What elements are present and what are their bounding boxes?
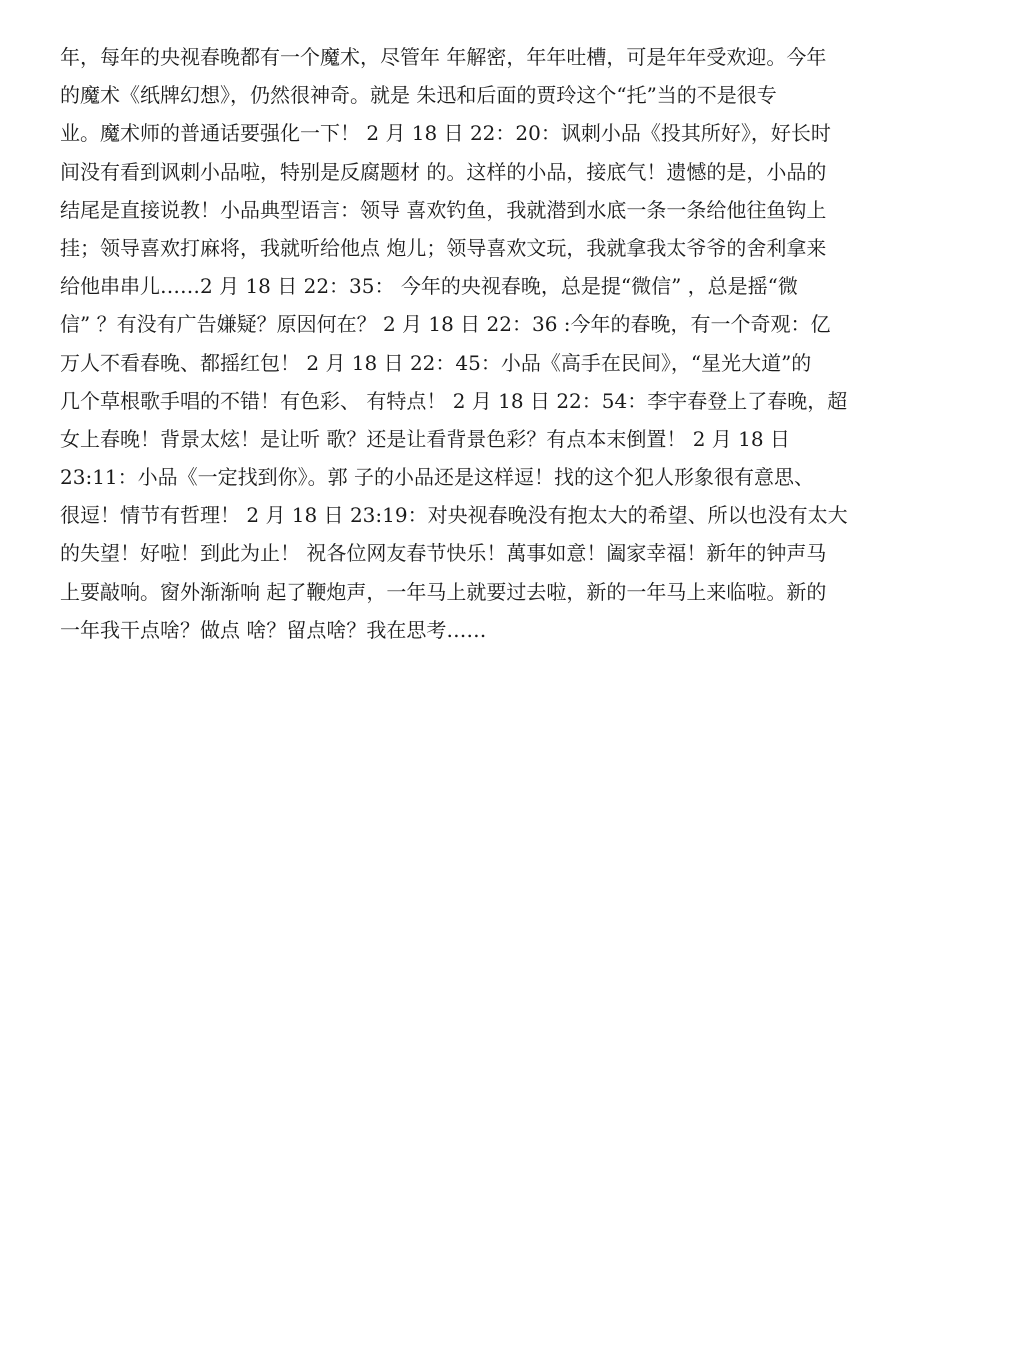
text-line: 几个草根歌手唱的不错！有色彩、 有特点！ 2 月 18 日 22：54：李宇春登上了春晚，超 [60,388,848,413]
text-line: 挂；领导喜欢打麻将，我就听给他点 炮儿；领导喜欢文玩，我就拿我太爷爷的舍利拿来 [60,235,827,260]
text-line: 的魔术《纸牌幻想》，仍然很神奇。就是 朱迅和后面的贾玲这个“托”当的不是很专 [60,83,777,108]
text-line: 上要敲响。窗外渐渐响 起了鞭炮声，一年马上就要过去啦，新的一年马上来临啦。新的 [60,579,827,604]
text-line: 一年我干点啥？做点 啥？留点啥？我在思考…… [60,617,487,642]
text-line: 业。魔术师的普通话要强化一下！ 2 月 18 日 22：20：讽刺小品《投其所好》，好长时 [60,121,831,146]
text-line: 结尾是直接说教！小品典型语言：领导 喜欢钓鱼，我就潜到水底一条一条给他往鱼钩上 [60,197,827,222]
text-line: 很逗！情节有哲理！ 2 月 18 日 23:19：对央视春晚没有抱太大的希望、所以也没有太大 [60,503,848,528]
article-body [60,38,970,649]
text-line: 间没有看到讽刺小品啦，特别是反腐题材 的。这样的小品，接底气！遗憾的是，小品的 [60,159,827,184]
text-line: 的失望！好啦！到此为止！ 祝各位网友春节快乐！萬事如意！阖家幸福！新年的钟声马 [60,541,827,566]
text-line: 信” ？有没有广告嫌疑？原因何在？ 2 月 18 日 22：36 :今年的春晚，有一个奇观：亿 [60,312,831,337]
text-line: 给他串串儿……2 月 18 日 22：35： 今年的央视春晚，总是提“微信” ，总是摇“微 [60,274,798,299]
text-line: 年，每年的央视春晚都有一个魔术，尽管年 年解密，年年吐槽，可是年年受欢迎。今年 [60,45,827,69]
text-line: 万人不看春晚、都摇红包！ 2 月 18 日 22：45：小品《高手在民间》，“星光大道”的 [60,350,812,375]
text-line: 23:11：小品《一定找到你》。郭 子的小品还是这样逗！找的这个犯人形象很有意思、 [60,465,814,490]
text-line: 女上春晚！背景太炫！是让听 歌？还是让看背景色彩？有点本末倒置！ 2 月 18 日 [60,426,790,451]
